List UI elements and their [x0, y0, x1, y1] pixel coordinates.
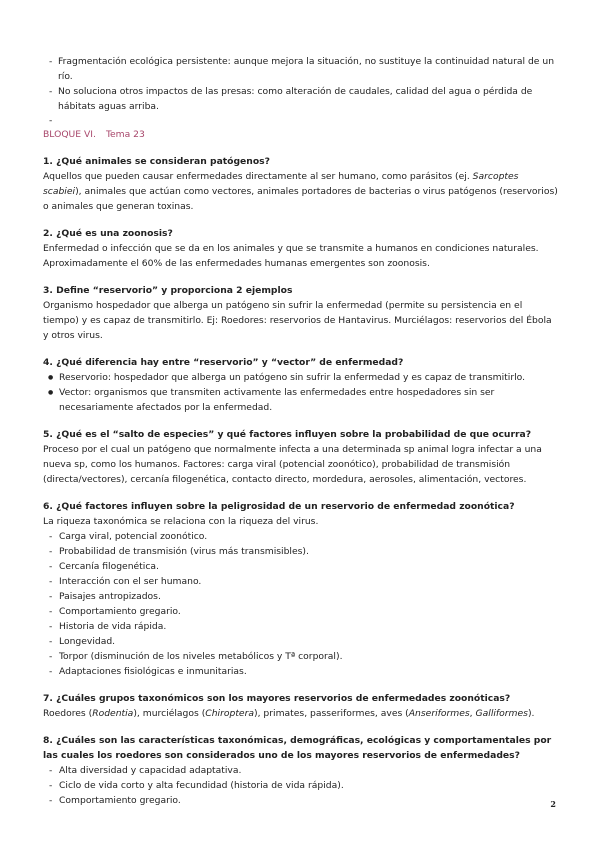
bullet-list: [43, 370, 559, 415]
list-item: - Ciclo de vida corto y alta fecundidad (historia de vida rápida).: [43, 778, 559, 793]
answer-text: Roedores (Rodentia), murciélagos (Chiroptera), primates, passeriformes, aves (Anseriformes, Galliformes).: [43, 708, 535, 719]
question-title: 6. ¿Qué factores influyen sobre la peligrosidad de un reservorio de enfermedad zoonótica?: [43, 501, 515, 512]
list-item: - Historia de vida rápida.: [43, 619, 559, 634]
question-4: [43, 355, 559, 415]
section-heading: [43, 127, 559, 142]
intro-list: [43, 54, 559, 114]
list-item: - Paisajes antropizados.: [43, 589, 559, 604]
answer-text: Organismo hospedador que alberga un patógeno sin sufrir la enfermedad (permite su persistencia en el tiempo) y es capaz de transmitirlo. Ej: Roedores: reservorios de Hantavirus. Murciélagos: reservorios del Ébola y otros virus.: [43, 300, 552, 341]
page-number: 2: [550, 799, 556, 809]
question-7: [43, 691, 559, 721]
question-title: 4. ¿Qué diferencia hay entre “reservorio” y “vector” de enfermedad?: [43, 357, 404, 368]
list-item: - No soluciona otros impactos de las presas: como alteración de caudales, calidad del agua o pérdida de hábitats aguas arriba.: [43, 84, 559, 114]
question-6: [43, 499, 559, 679]
question-title: 3. Define “reservorio” y proporciona 2 ejemplos: [43, 285, 293, 296]
list-item: ● Vector: organismos que transmiten activamente las enfermedades entre hospedadores sin ser necesariamente afectados por la enfermedad.: [43, 385, 559, 415]
document-page: [43, 54, 559, 808]
characteristics-list: [43, 763, 559, 808]
list-item: - Adaptaciones fisiológicas e inmunitarias.: [43, 664, 559, 679]
question-8: [43, 733, 559, 808]
question-1: [43, 154, 559, 214]
answer-text: La riqueza taxonómica se relaciona con la riqueza del virus.: [43, 516, 319, 527]
answer-text: Proceso por el cual un patógeno que normalmente infecta a una determinada sp animal logra infectar a una nueva sp, como los humanos. Factores: carga viral (potencial zoonótico), probabilidad de transmisión (directa/vectores), cercanía filogenética, contacto directo, mordedura, aerosoles, alimentación, vectores.: [43, 444, 542, 485]
answer-text: Enfermedad o infección que se da en los animales y que se transmite a humanos en condiciones naturales. Aproximadamente el 60% de las enfermedades humanas emergentes son zoonosis.: [43, 243, 539, 269]
tema-label: Tema 23: [105, 129, 145, 140]
question-title: 2. ¿Qué es una zoonosis?: [43, 228, 173, 239]
question-2: [43, 226, 559, 271]
question-title: 1. ¿Qué animales se consideran patógenos?: [43, 156, 270, 167]
list-item: - Interacción con el ser humano.: [43, 574, 559, 589]
list-item: - Torpor (disminución de los niveles metabólicos y Tª corporal).: [43, 649, 559, 664]
empty-list-dash: -: [49, 115, 53, 126]
list-item: - Carga viral, potencial zoonótico.: [43, 529, 559, 544]
question-3: [43, 283, 559, 343]
list-item: - Cercanía filogenética.: [43, 559, 559, 574]
list-item: - Comportamiento gregario.: [43, 604, 559, 619]
list-item: - Comportamiento gregario.: [43, 793, 559, 808]
question-title: 7. ¿Cuáles grupos taxonómicos son los mayores reservorios de enfermedades zoonóticas?: [43, 693, 511, 704]
bloque-label: BLOQUE VI.: [43, 129, 96, 140]
list-item: - Fragmentación ecológica persistente: aunque mejora la situación, no sustituye la continuidad natural de un río.: [43, 54, 559, 84]
list-item: - Probabilidad de transmisión (virus más transmisibles).: [43, 544, 559, 559]
list-item: - Longevidad.: [43, 634, 559, 649]
question-title: 8. ¿Cuáles son las características taxonómicas, demográficas, ecológicas y comportamentales por las cuales los roedores son considerados uno de los mayores reservorios de enfermedades?: [43, 735, 552, 761]
list-item: ● Reservorio: hospedador que alberga un patógeno sin sufrir la enfermedad y es capaz de transmitirlo.: [43, 370, 559, 385]
list-item: - Alta diversidad y capacidad adaptativa.: [43, 763, 559, 778]
answer-text: Aquellos que pueden causar enfermedades directamente al ser humano, como parásitos (ej. Sarcoptes scabiei), animales que actúan como vectores, animales portadores de bacterias o virus patógenos (reservorios) o animales que generan toxinas.: [43, 171, 558, 212]
question-5: [43, 427, 559, 487]
question-title: 5. ¿Qué es el “salto de especies” y qué factores influyen sobre la probabilidad de que ocurra?: [43, 429, 532, 440]
factor-list: [43, 529, 559, 679]
